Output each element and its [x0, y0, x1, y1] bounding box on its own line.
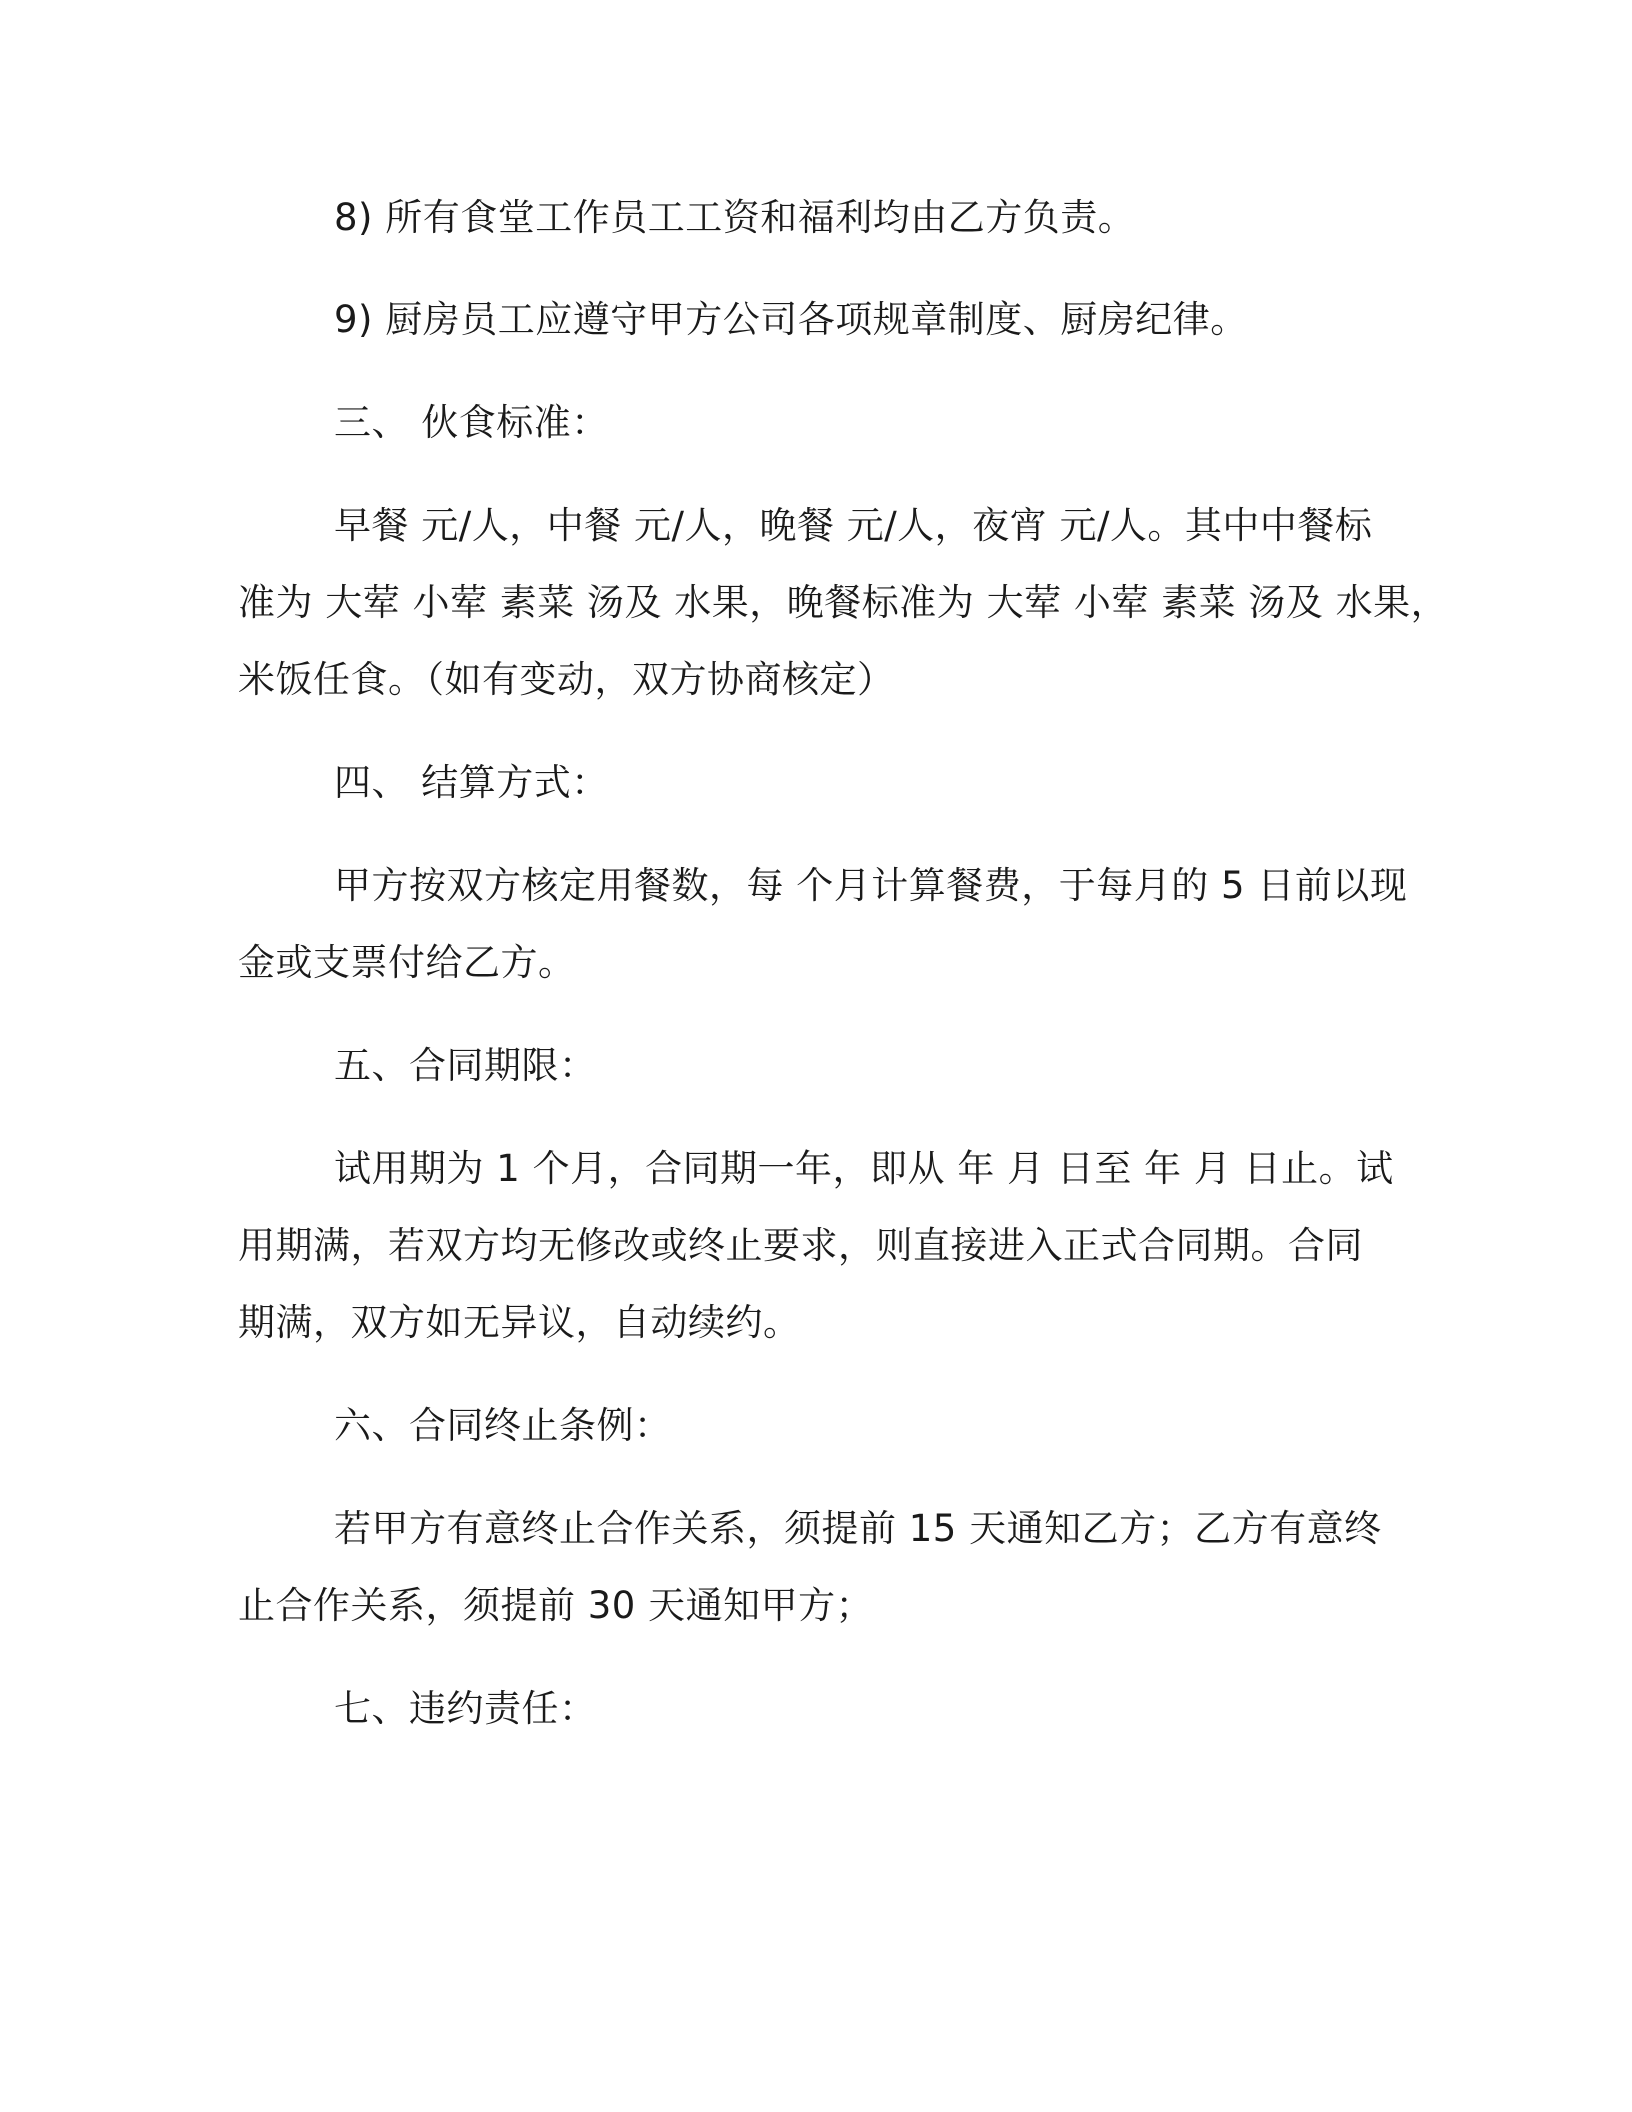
- section-heading-3: 三、 伙食标准：: [334, 401, 609, 444]
- paragraph-line: 准为 大荤 小荤 素菜 汤及 水果，晚餐标准为 大荤 小荤 素菜 汤及 水果，: [238, 581, 1449, 624]
- paragraph-line: 米饭任食。（如有变动，双方协商核定）: [238, 658, 895, 701]
- paragraph-line: 试用期为 1 个月，合同期一年，即从 年 月 日至 年 月 日止。试: [334, 1147, 1394, 1190]
- paragraph-line: 用期满，若双方均无修改或终止要求，则直接进入正式合同期。合同: [238, 1224, 1363, 1267]
- clause-8: 8) 所有食堂工作员工工资和福利均由乙方负责。: [334, 196, 1136, 239]
- section-heading-7: 七、违约责任：: [334, 1687, 597, 1730]
- clause-9: 9) 厨房员工应遵守甲方公司各项规章制度、厨房纪律。: [334, 298, 1248, 341]
- paragraph-line: 期满，双方如无异议，自动续约。: [238, 1301, 801, 1344]
- section-heading-5: 五、合同期限：: [334, 1044, 597, 1087]
- section-heading-4: 四、 结算方式：: [334, 761, 609, 804]
- paragraph-line: 早餐 元/人，中餐 元/人，晚餐 元/人，夜宵 元/人。其中中餐标: [334, 504, 1373, 547]
- paragraph-line: 甲方按双方核定用餐数，每 个月计算餐费，于每月的 5 日前以现: [334, 864, 1408, 907]
- paragraph-line: 止合作关系，须提前 30 天通知甲方；: [238, 1584, 874, 1627]
- paragraph-line: 金或支票付给乙方。: [238, 941, 576, 984]
- section-heading-6: 六、合同终止条例：: [334, 1404, 672, 1447]
- paragraph-line: 若甲方有意终止合作关系，须提前 15 天通知乙方；乙方有意终: [334, 1507, 1382, 1550]
